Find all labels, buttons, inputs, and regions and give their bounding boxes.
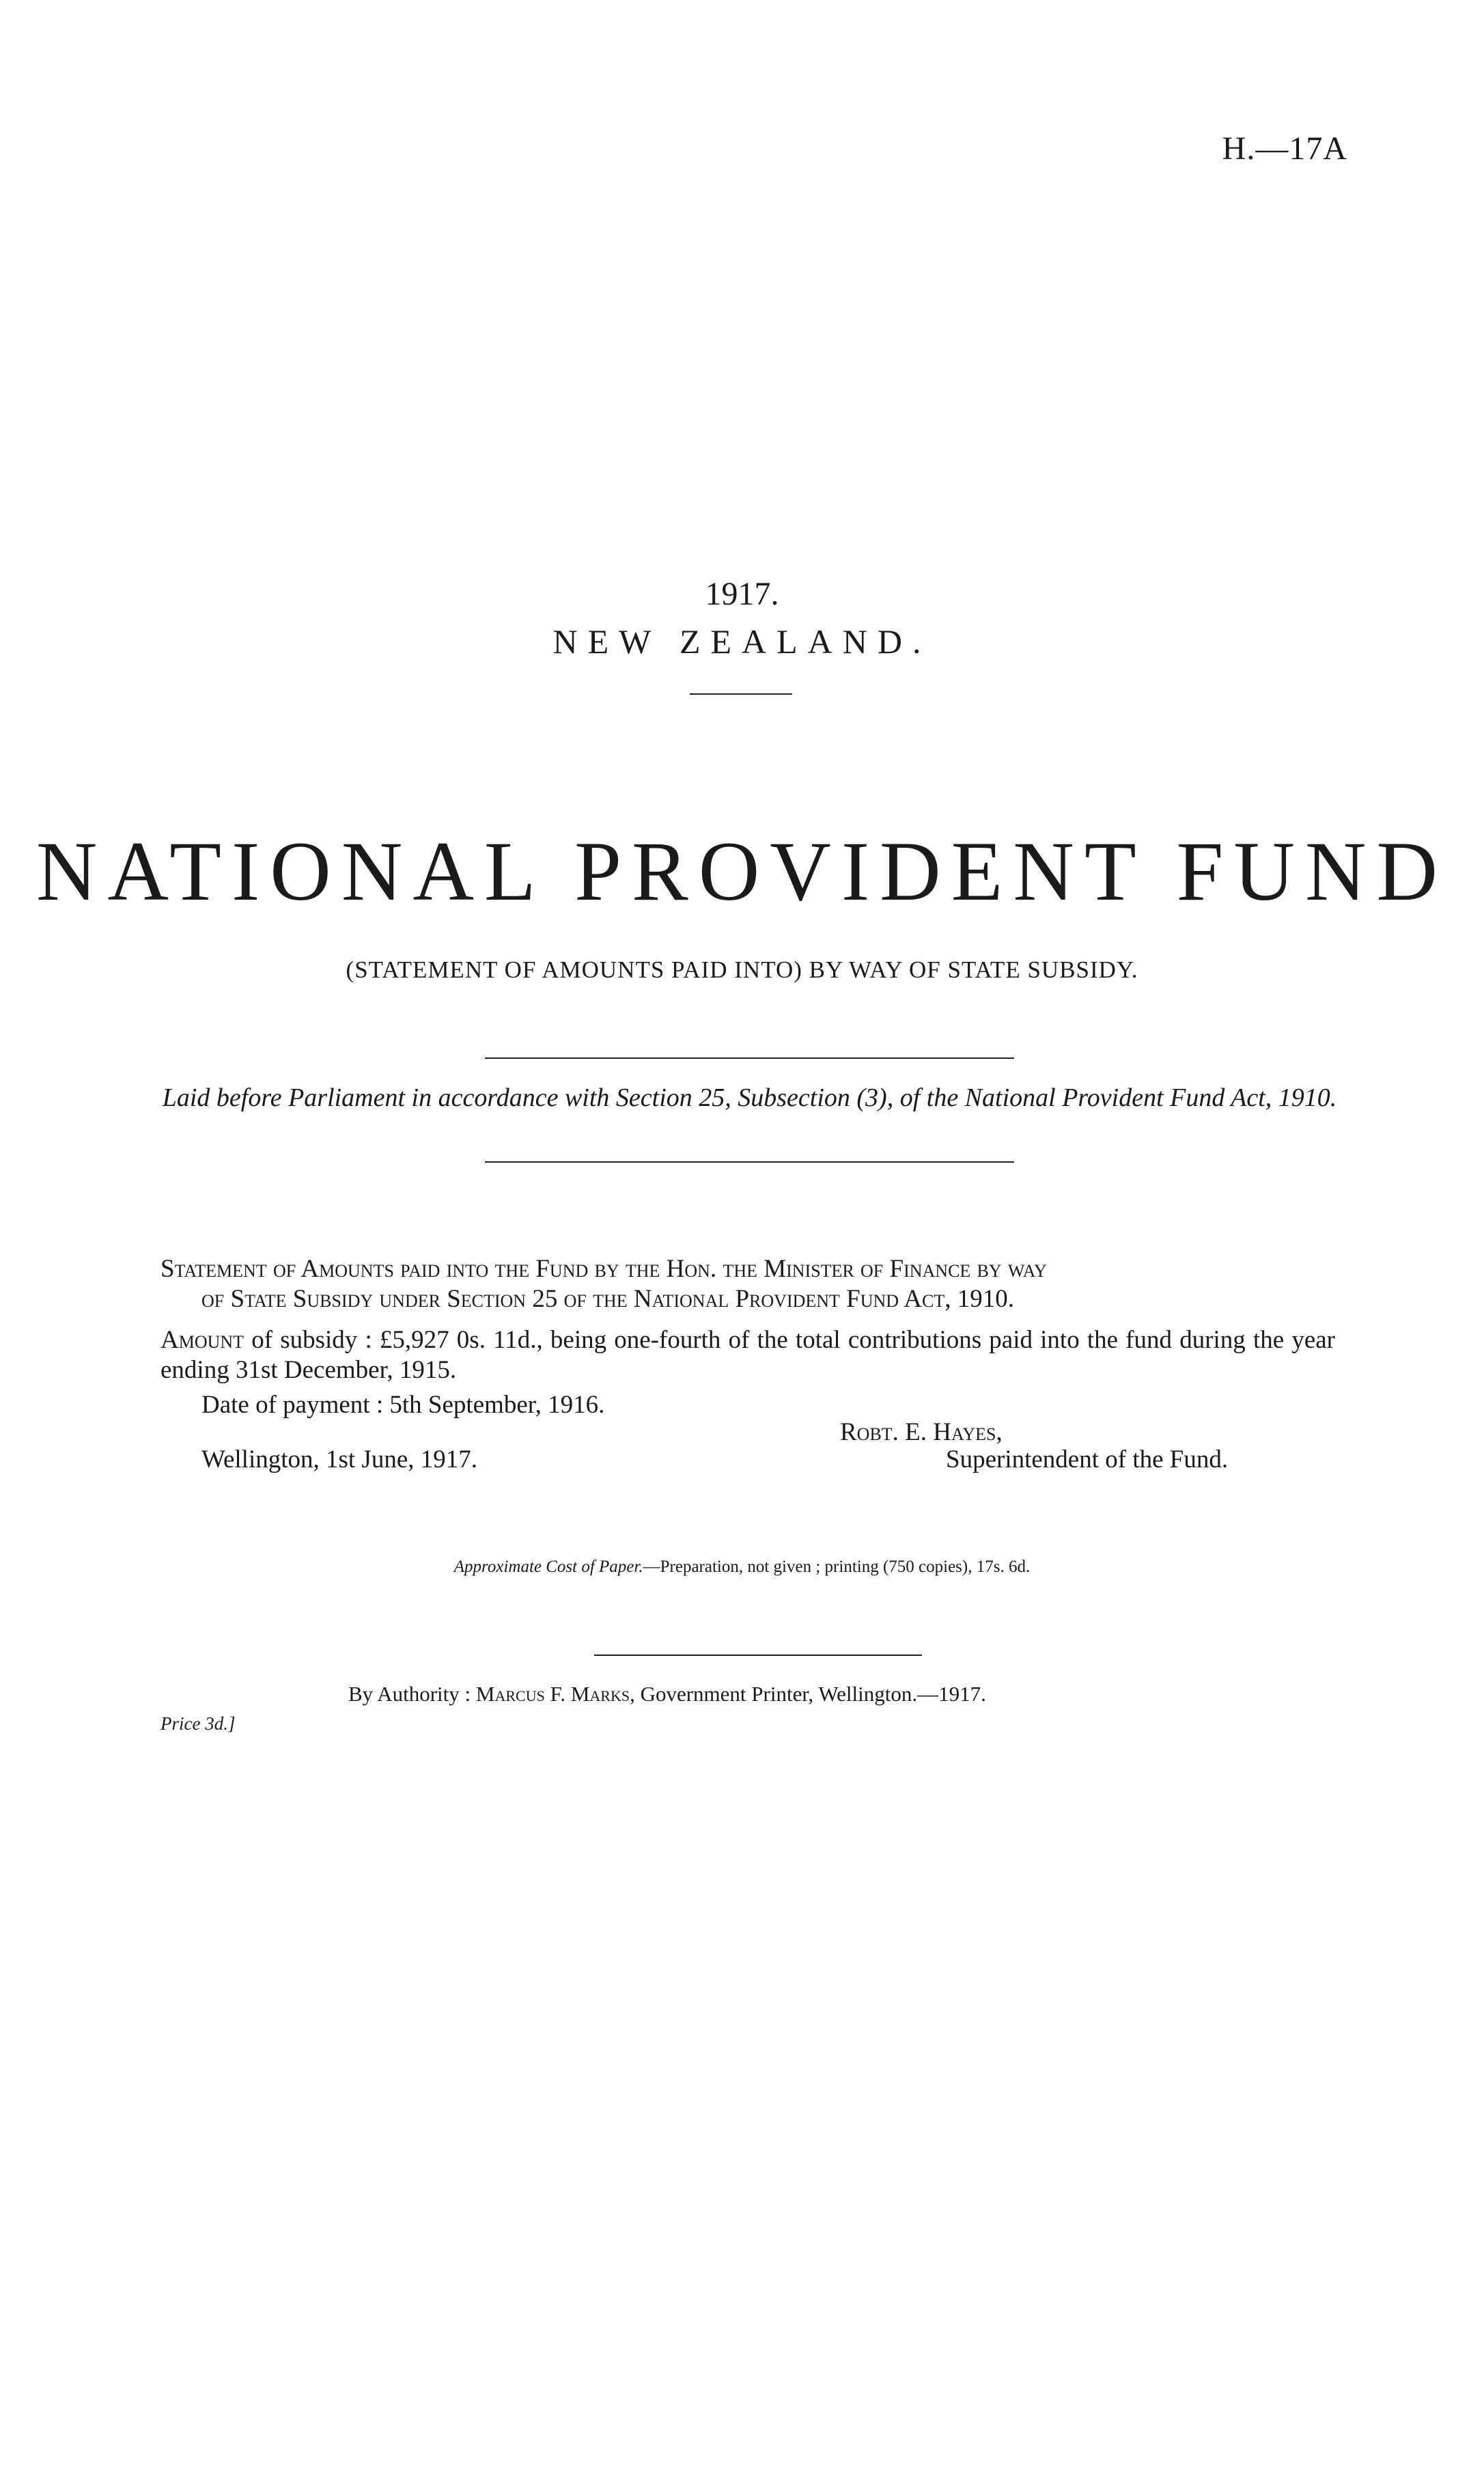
divider-rule [485, 1057, 1014, 1059]
laid-before-note: Laid before Parliament in accordance with Section 25, Subsection (3), of the National Provident Fund Act, 1910. [162, 1083, 1337, 1112]
statement-heading-line-2: of State Subsidy under Section 25 of the National Provident Fund Act, 1910. [201, 1285, 1014, 1313]
cost-text: —Preparation, not given ; printing (750 copies), 17s. 6d. [643, 1558, 1031, 1576]
place-and-date: Wellington, 1st June, 1917. [201, 1445, 478, 1473]
document-subtitle: (STATEMENT OF AMOUNTS PAID INTO) BY WAY OF STATE SUBSIDY. [346, 956, 1138, 983]
price: Price 3d.] [160, 1713, 236, 1734]
divider-rule [594, 1655, 922, 1656]
statement-heading-line-1: Statement of Amounts paid into the Fund by the Hon. the Minister of Finance by way [160, 1255, 1047, 1283]
divider-rule [485, 1161, 1014, 1163]
amount-paragraph [160, 1325, 1335, 1385]
divider-rule [690, 693, 792, 695]
year: 1917. [705, 576, 779, 612]
amount-label: Amount [160, 1326, 244, 1354]
document-title: NATIONAL PROVIDENT FUND [36, 825, 1448, 918]
date-of-payment: Date of payment : 5th September, 1916. [201, 1391, 605, 1419]
amount-text: of subsidy : £5,927 0s. 11d., being one-fourth of the total contributions paid into the fund during the year ending 31st December, 1915. [160, 1326, 1335, 1384]
cost-label: Approximate Cost of Paper. [453, 1558, 643, 1576]
cost-note [0, 1558, 1484, 1577]
country: NEW ZEALAND. [552, 622, 932, 661]
printer-prefix: By Authority : [348, 1682, 476, 1706]
signatory-name: Robt. E. Hayes, [840, 1418, 1003, 1446]
statement-heading [160, 1254, 1335, 1314]
printer-suffix: , Government Printer, Wellington.—1917. [630, 1682, 986, 1706]
printer-line [348, 1682, 986, 1706]
printer-name: Marcus F. Marks [475, 1682, 630, 1706]
signatory-title: Superintendent of the Fund. [946, 1445, 1229, 1473]
paper-reference: H.—17A [1222, 130, 1347, 167]
